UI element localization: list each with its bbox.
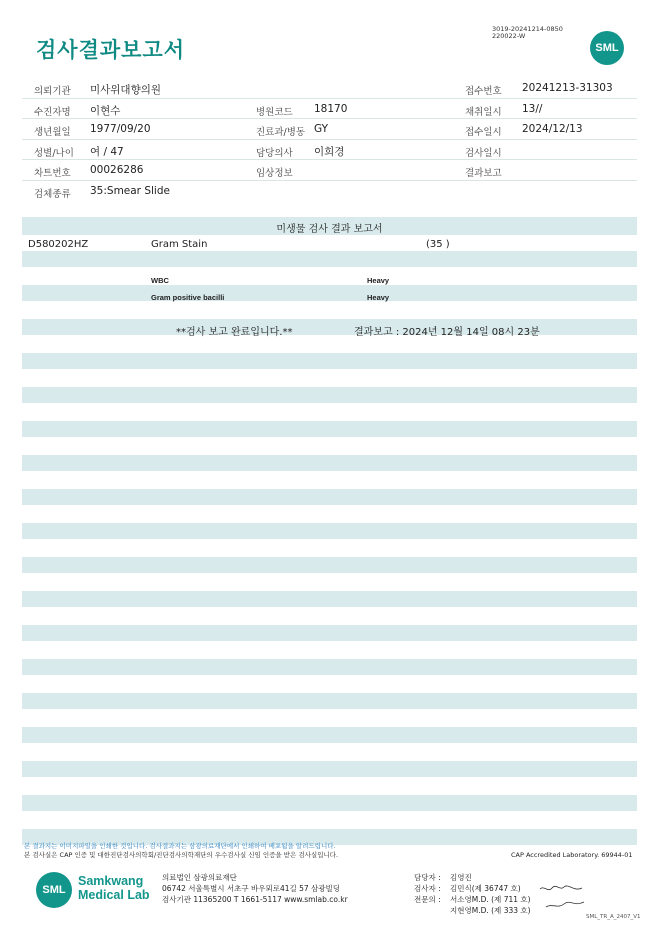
info-label: 의뢰기관 [34, 86, 71, 97]
stripe-row [22, 387, 637, 403]
footer-sml-logo: SML [36, 872, 72, 908]
info-label: 접수번호 [465, 86, 502, 97]
staff-name: 지현영M.D. (제 333 호) [450, 906, 531, 915]
address-line: 06742 서울특별시 서초구 바우뫼로41길 57 삼광빌딩 [162, 884, 341, 893]
info-label: 병원코드 [256, 106, 293, 118]
footer-brand [78, 874, 150, 902]
stripe-row [22, 421, 637, 437]
stripe-row [22, 557, 637, 573]
test-code: D580202HZ [28, 239, 89, 250]
info-value: GY [314, 123, 329, 135]
info-row [22, 181, 637, 202]
sml-logo: SML [590, 31, 624, 65]
info-value: 미사위대향의원 [90, 84, 162, 96]
stripe-row [22, 659, 637, 675]
document-code [492, 26, 563, 40]
signature-icon [538, 883, 588, 913]
info-label: 채취일시 [465, 106, 502, 118]
result-item-name: WBC [151, 276, 169, 285]
staff-name: 김민식(제 36747 호) [450, 884, 521, 893]
patient-info-table [22, 78, 637, 201]
footer-staff [414, 872, 531, 916]
accreditation-notice: 본 검사실은 CAP 인증 및 대한진단검사의학회/진단검사의학재단의 우수검사실 신임 인증을 받은 검사실입니다. [24, 851, 339, 859]
info-value: 00026286 [90, 164, 144, 176]
test-name: Gram Stain [151, 239, 208, 250]
info-value: 13// [522, 102, 543, 115]
staff-line [414, 883, 531, 894]
info-label: 접수일시 [465, 127, 502, 138]
info-row [22, 140, 637, 161]
info-label: 수진자명 [34, 106, 71, 118]
info-label: 검사일시 [465, 147, 502, 159]
info-value: 이희경 [314, 145, 345, 158]
info-label: 진료과/병동 [256, 127, 306, 138]
info-label: 생년월일 [34, 127, 71, 138]
info-row [22, 160, 637, 181]
info-value: 2024/12/13 [522, 123, 583, 135]
info-label: 차트번호 [34, 168, 71, 179]
staff-role: 전문의 : [414, 895, 441, 904]
staff-line [414, 905, 531, 916]
address-line: 의료법인 삼광의료재단 [162, 873, 237, 882]
stripe-row [22, 693, 637, 709]
info-value: 이현수 [90, 104, 121, 117]
stripe-row [22, 319, 637, 335]
info-value: 여 / 47 [90, 145, 124, 158]
stripe-row [22, 795, 637, 811]
stripe-row [22, 727, 637, 743]
section-title: 미생물 검사 결과 보고서 [276, 224, 383, 235]
staff-line [414, 872, 531, 883]
info-value: 18170 [314, 102, 348, 115]
test-reference: (35 ) [426, 239, 450, 250]
info-row [22, 78, 637, 99]
info-row [22, 119, 637, 140]
stripe-row [22, 523, 637, 539]
footer-address [162, 872, 348, 905]
staff-line [414, 894, 531, 905]
document-code-line-1: 3019-20241214-0850 [492, 25, 563, 33]
brand-line-2: Medical Lab [78, 888, 150, 902]
stripe-row [22, 353, 637, 369]
info-label: 성별/나이 [34, 147, 74, 159]
page-title: 검사결과보고서 [36, 38, 186, 62]
stripe-row [22, 455, 637, 471]
address-line: 검사기관 11365200 T 1661-5117 www.smlab.co.kr [162, 895, 348, 904]
staff-role: 검사자 : [414, 884, 441, 893]
brand-line-1: Samkwang [78, 874, 144, 888]
document-code-line-2: 220022-W [492, 32, 526, 40]
staff-name: 서소영M.D. (제 711 호) [450, 895, 531, 904]
result-item-name: Gram positive bacilli [151, 293, 225, 302]
info-value: 35:Smear Slide [90, 184, 170, 197]
result-item-value: Heavy [367, 276, 390, 285]
stripe-row [22, 761, 637, 777]
report-time: 결과보고 : 2024년 12월 14일 08시 23분 [354, 327, 540, 338]
info-value: 1977/09/20 [90, 123, 151, 135]
staff-role: 담당자 : [414, 873, 441, 882]
stripe-row [22, 251, 637, 267]
stripe-row [22, 489, 637, 505]
info-row [22, 99, 637, 120]
stripe-row [22, 285, 637, 301]
cap-accreditation: CAP Accredited Laboratory. 69944-01 [511, 851, 633, 859]
info-value: 20241213-31303 [522, 82, 613, 94]
result-item-value: Heavy [367, 293, 390, 302]
stripe-row [22, 625, 637, 641]
info-label: 담당의사 [256, 147, 293, 159]
report-complete-message: **검사 보고 완료입니다.** [176, 327, 293, 338]
form-code: SML_TR_A_2407_V1 [586, 914, 641, 920]
info-label: 검체종류 [34, 188, 71, 200]
stripe-row [22, 591, 637, 607]
staff-name: 김영진 [450, 873, 472, 882]
info-label: 임상정보 [256, 168, 293, 179]
info-label: 결과보고 [465, 168, 502, 179]
image-print-notice: 본 결과지는 이미지파일을 인쇄한 것입니다. 검사결과지는 삼광의료재단에서 인쇄하여 배포됨을 알려드립니다. [24, 842, 336, 850]
